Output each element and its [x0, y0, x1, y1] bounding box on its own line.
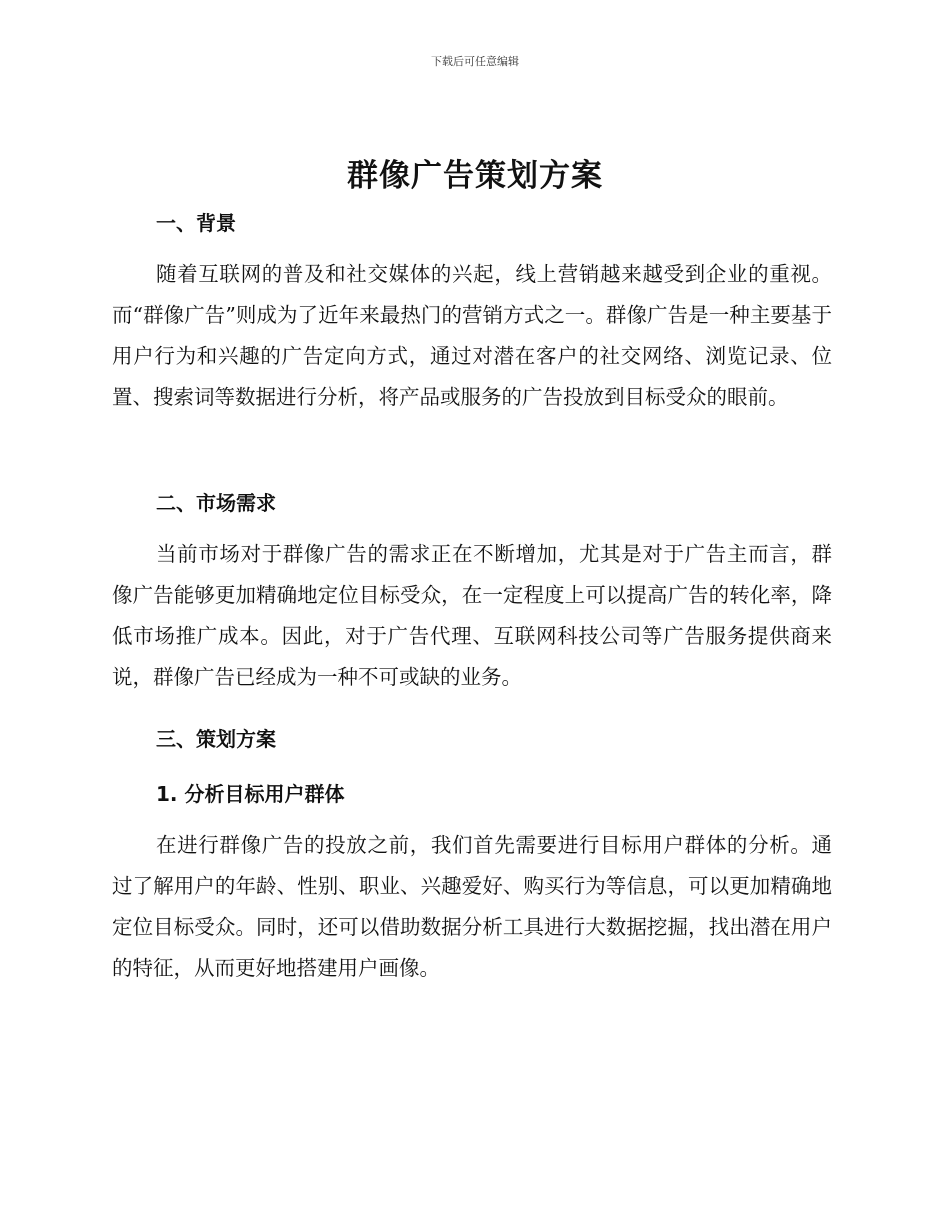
section-heading-planning: 三、策划方案 — [156, 727, 276, 751]
section-heading-market-demand: 二、市场需求 — [156, 491, 276, 515]
section-paragraph-background: 随着互联网的普及和社交媒体的兴起，线上营销越来越受到企业的重视。而“群像广告”则成为了近年来最热门的营销方式之一。群像广告是一种主要基于用户行为和兴趣的广告定向方式，通过对潜在客户的社交网络、浏览记录、位置、搜索词等数据进行分析，将产品或服务的广告投放到目标受众的眼前。 — [112, 262, 832, 409]
section-heading-background: 一、背景 — [156, 211, 236, 235]
subsection-heading-target-users: 1. 分析目标用户群体 — [156, 782, 345, 806]
subsection-paragraph-target-users: 在进行群像广告的投放之前，我们首先需要进行目标用户群体的分析。通过了解用户的年龄、性别、职业、兴趣爱好、购买行为等信息，可以更加精确地定位目标受众。同时，还可以借助数据分析工具进行大数据挖掘，找出潜在用户的特征，从而更好地搭建用户画像。 — [112, 833, 832, 980]
page-title: 群像广告策划方案 — [347, 158, 603, 194]
section-paragraph-market-demand: 当前市场对于群像广告的需求正在不断增加，尤其是对于广告主而言，群像广告能够更加精确地定位目标受众，在一定程度上可以提高广告的转化率，降低市场推广成本。因此，对于广告代理、互联网科技公司等广告服务提供商来说，群像广告已经成为一种不可或缺的业务。 — [112, 542, 832, 689]
header-note: 下载后可任意编辑 — [431, 55, 519, 68]
